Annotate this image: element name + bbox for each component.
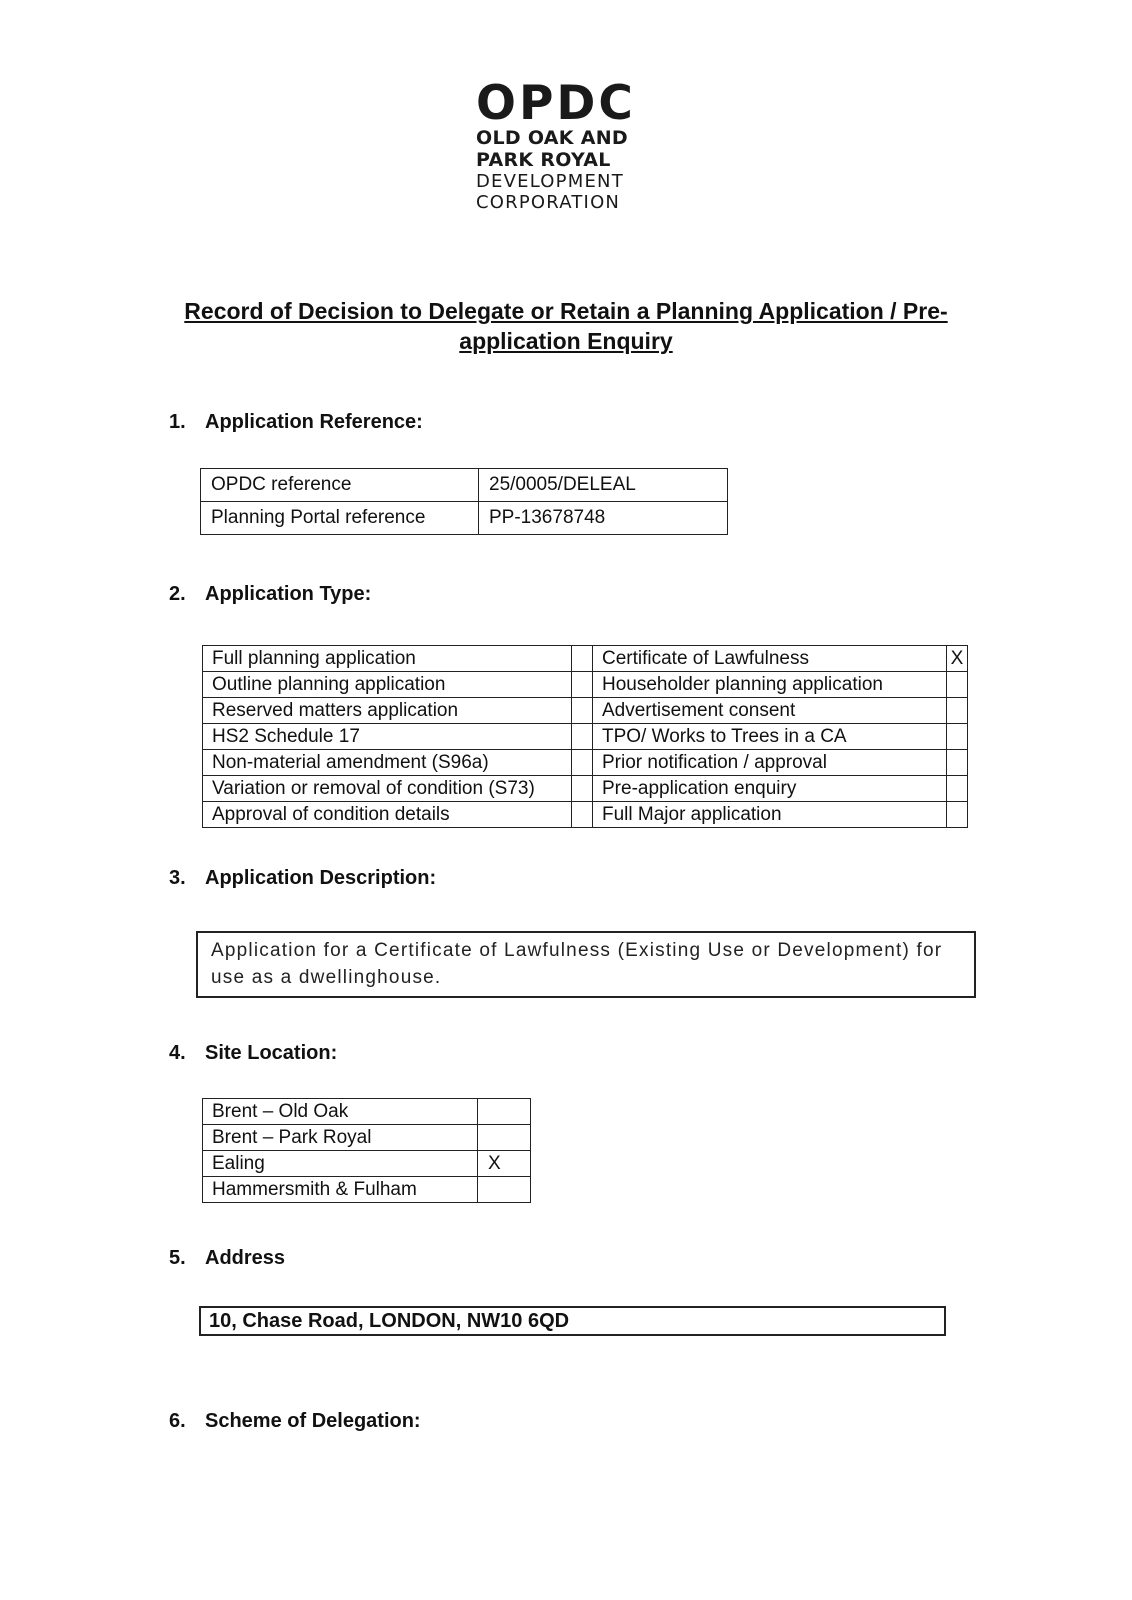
table-row xyxy=(203,776,968,802)
application-type-table xyxy=(202,645,968,828)
application-description-box: Application for a Certificate of Lawfulness (Existing Use or Development) for use as a dwellinghouse. xyxy=(196,931,976,998)
site-location-table xyxy=(202,1098,531,1203)
section-number: 6. xyxy=(169,1410,186,1432)
address-box: 10, Chase Road, LONDON, NW10 6QD xyxy=(199,1306,946,1336)
type-label: Non-material amendment (S96a) xyxy=(203,750,572,776)
logo-line-development: DEVELOPMENT xyxy=(476,171,624,192)
section-number: 1. xyxy=(169,411,186,433)
type-label: Householder planning application xyxy=(593,672,947,698)
type-mark xyxy=(572,802,593,828)
type-label: Prior notification / approval xyxy=(593,750,947,776)
logo-line-old-oak: OLD OAK AND xyxy=(476,127,629,149)
table-row xyxy=(203,1099,531,1125)
logo-acronym: OPDC xyxy=(476,76,636,131)
section-label: Application Type: xyxy=(205,583,372,605)
table-row xyxy=(203,750,968,776)
type-mark xyxy=(572,750,593,776)
section-heading-reference xyxy=(169,411,423,434)
type-mark xyxy=(572,776,593,802)
portal-reference-value: PP-13678748 xyxy=(479,502,728,535)
section-label: Site Location: xyxy=(205,1042,338,1064)
section-label: Application Reference: xyxy=(205,411,423,433)
section-label: Application Description: xyxy=(205,867,437,889)
type-mark xyxy=(572,698,593,724)
type-label: Full planning application xyxy=(203,646,572,672)
table-row xyxy=(203,1177,531,1203)
type-mark xyxy=(947,672,968,698)
type-label: Full Major application xyxy=(593,802,947,828)
table-row xyxy=(203,724,968,750)
table-row xyxy=(203,646,968,672)
type-label: Reserved matters application xyxy=(203,698,572,724)
opdc-logo xyxy=(476,76,676,213)
section-number: 2. xyxy=(169,583,186,605)
section-heading-site-location xyxy=(169,1042,337,1065)
type-label: Variation or removal of condition (S73) xyxy=(203,776,572,802)
location-label: Hammersmith & Fulham xyxy=(203,1177,478,1203)
type-mark xyxy=(572,672,593,698)
table-row xyxy=(203,1125,531,1151)
location-label: Ealing xyxy=(203,1151,478,1177)
table-row xyxy=(203,1151,531,1177)
type-label: TPO/ Works to Trees in a CA xyxy=(593,724,947,750)
type-mark xyxy=(947,698,968,724)
location-mark xyxy=(478,1125,531,1151)
type-mark xyxy=(572,646,593,672)
location-mark xyxy=(478,1099,531,1125)
type-label: Outline planning application xyxy=(203,672,572,698)
section-heading-address xyxy=(169,1247,285,1270)
type-label: Certificate of Lawfulness xyxy=(593,646,947,672)
section-heading-type xyxy=(169,583,371,606)
type-mark xyxy=(947,776,968,802)
type-label: HS2 Schedule 17 xyxy=(203,724,572,750)
table-row xyxy=(201,502,728,535)
table-row xyxy=(201,469,728,502)
location-mark xyxy=(478,1177,531,1203)
reference-table xyxy=(200,468,728,535)
section-number: 3. xyxy=(169,867,186,889)
portal-reference-label: Planning Portal reference xyxy=(201,502,479,535)
section-heading-scheme-of-delegation xyxy=(169,1410,421,1433)
type-mark xyxy=(572,724,593,750)
section-label: Address xyxy=(205,1247,286,1269)
type-mark: X xyxy=(947,646,968,672)
section-label: Scheme of Delegation: xyxy=(205,1410,421,1432)
table-row xyxy=(203,802,968,828)
opdc-reference-label: OPDC reference xyxy=(201,469,479,502)
logo-line-corporation: CORPORATION xyxy=(476,192,621,213)
table-row xyxy=(203,698,968,724)
type-label: Approval of condition details xyxy=(203,802,572,828)
section-number: 4. xyxy=(169,1042,186,1064)
section-number: 5. xyxy=(169,1247,186,1269)
type-mark xyxy=(947,802,968,828)
type-label: Pre-application enquiry xyxy=(593,776,947,802)
section-heading-description xyxy=(169,867,436,890)
location-label: Brent – Old Oak xyxy=(203,1099,478,1125)
location-mark: X xyxy=(478,1151,531,1177)
type-mark xyxy=(947,750,968,776)
opdc-reference-value: 25/0005/DELEAL xyxy=(479,469,728,502)
type-mark xyxy=(947,724,968,750)
document-title: Record of Decision to Delegate or Retain a Planning Application / Pre-application Enquiry xyxy=(184,298,948,354)
type-label: Advertisement consent xyxy=(593,698,947,724)
table-row xyxy=(203,672,968,698)
location-label: Brent – Park Royal xyxy=(203,1125,478,1151)
logo-line-park-royal: PARK ROYAL xyxy=(476,149,611,171)
